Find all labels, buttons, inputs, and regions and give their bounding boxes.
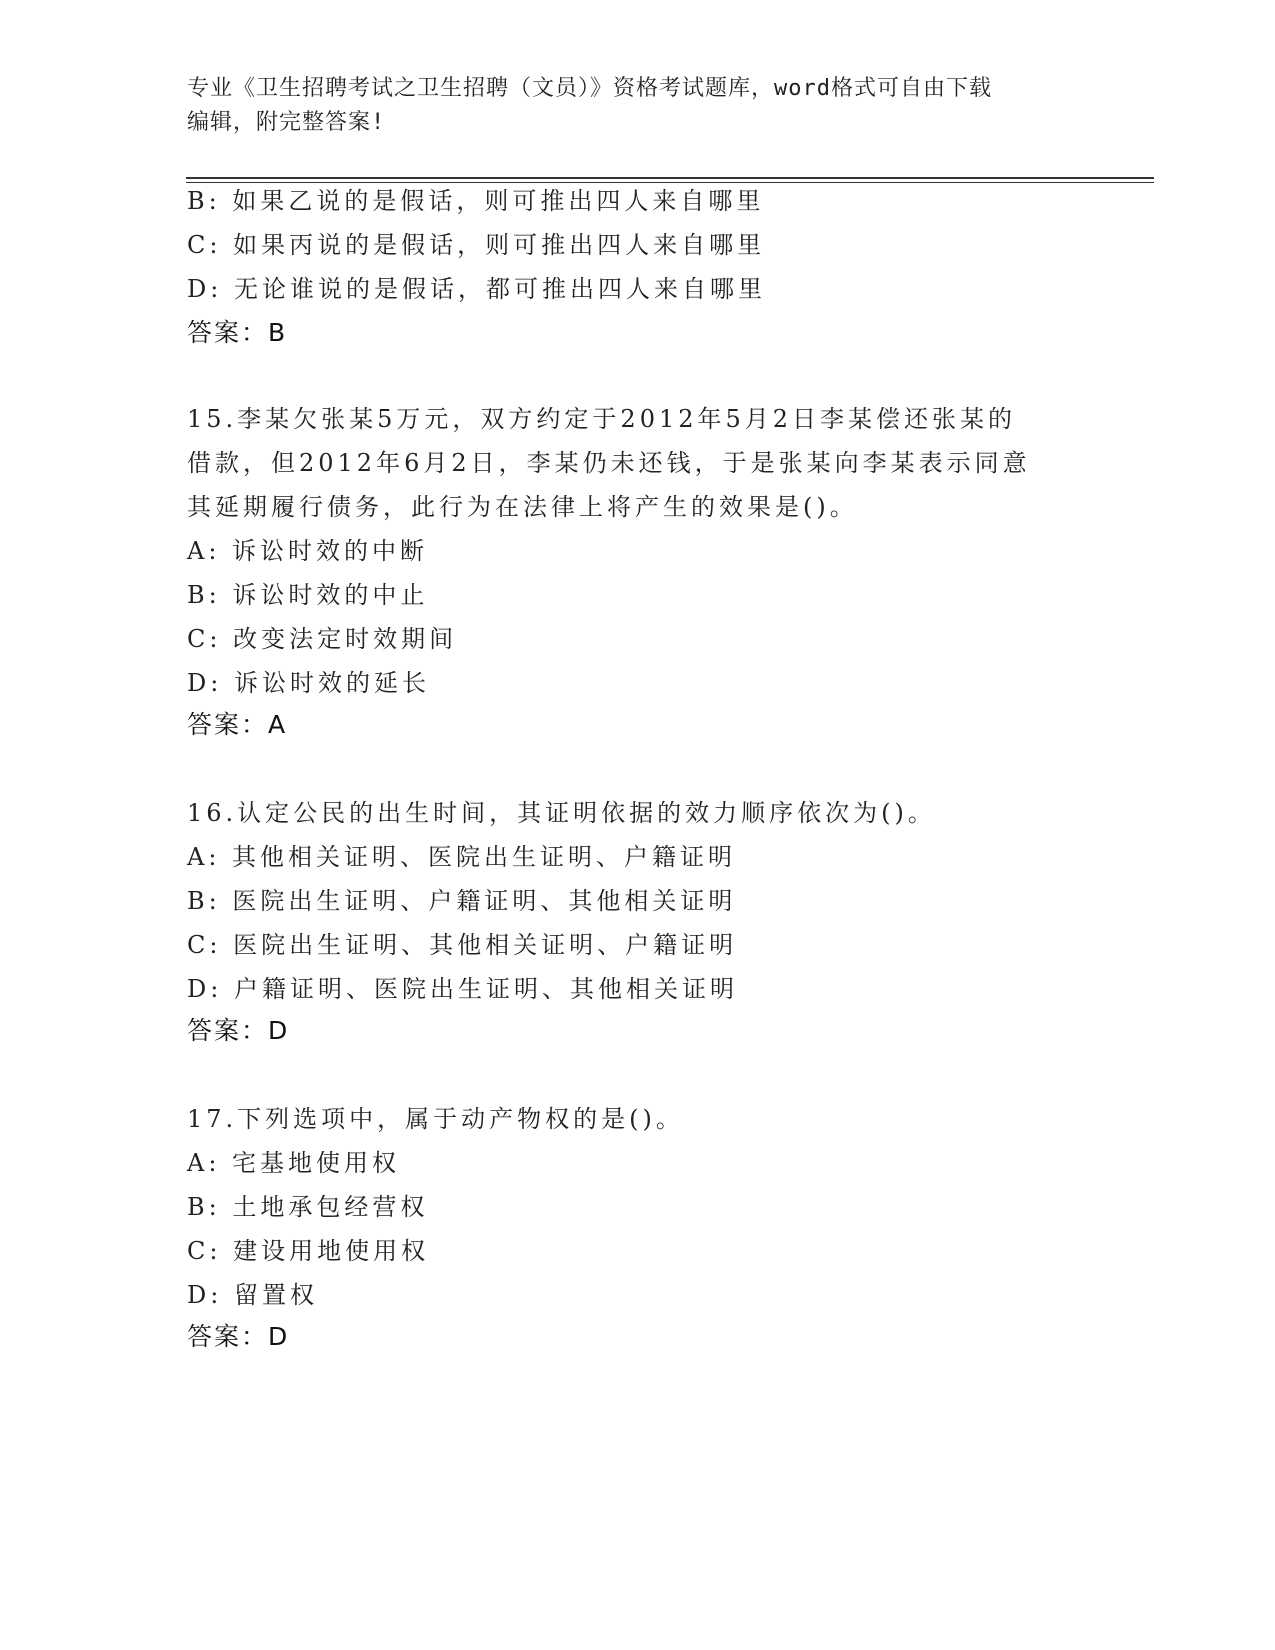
header-line-2: 编辑，附完整答案! <box>187 110 386 135</box>
q14-option-b: B: 如果乙说的是假话，则可推出四人来自哪里 <box>187 187 765 215</box>
q16-option-b: B: 医院出生证明、户籍证明、其他相关证明 <box>187 887 737 915</box>
header-line-1: 专业《卫生招聘考试之卫生招聘（文员）》资格考试题库，word格式可自由下载 <box>187 76 992 101</box>
q17-option-b: B: 土地承包经营权 <box>187 1193 429 1221</box>
q15-stem-line-3: 其延期履行债务，此行为在法律上将产生的效果是()。 <box>187 493 858 521</box>
q16-stem-line-1: 16.认定公民的出生时间，其证明依据的效力顺序依次为()。 <box>187 799 936 827</box>
q16-option-c: C: 医院出生证明、其他相关证明、户籍证明 <box>187 931 738 959</box>
q15-option-a: A: 诉讼时效的中断 <box>187 537 429 565</box>
document-header <box>187 72 1087 140</box>
q17-answer: 答案：D <box>187 1322 290 1351</box>
q16-option-d: D: 户籍证明、医院出生证明、其他相关证明 <box>187 975 738 1003</box>
q14-option-c: C: 如果丙说的是假话，则可推出四人来自哪里 <box>187 231 766 259</box>
q17-option-d: D: 留置权 <box>187 1281 318 1309</box>
q15-answer: 答案：A <box>187 710 288 739</box>
q17-stem-line-1: 17.下列选项中，属于动产物权的是()。 <box>187 1105 684 1133</box>
q15-stem-line-2: 借款，但2012年6月2日，李某仍未还钱，于是张某向李某表示同意 <box>187 449 1031 477</box>
q15-stem-line-1: 15.李某欠张某5万元，双方约定于2012年5月2日李某偿还张某的 <box>187 405 1017 433</box>
q15-option-c: C: 改变法定时效期间 <box>187 625 458 653</box>
q14-option-d: D: 无论谁说的是假话，都可推出四人来自哪里 <box>187 275 766 303</box>
q17-option-a: A: 宅基地使用权 <box>187 1149 401 1177</box>
q16-answer: 答案：D <box>187 1016 290 1045</box>
q17-option-c: C: 建设用地使用权 <box>187 1237 430 1265</box>
q14-answer: 答案：B <box>187 318 288 347</box>
q16-option-a: A: 其他相关证明、医院出生证明、户籍证明 <box>187 843 737 871</box>
q15-option-d: D: 诉讼时效的延长 <box>187 669 430 697</box>
header-divider <box>186 177 1154 183</box>
q15-option-b: B: 诉讼时效的中止 <box>187 581 429 609</box>
